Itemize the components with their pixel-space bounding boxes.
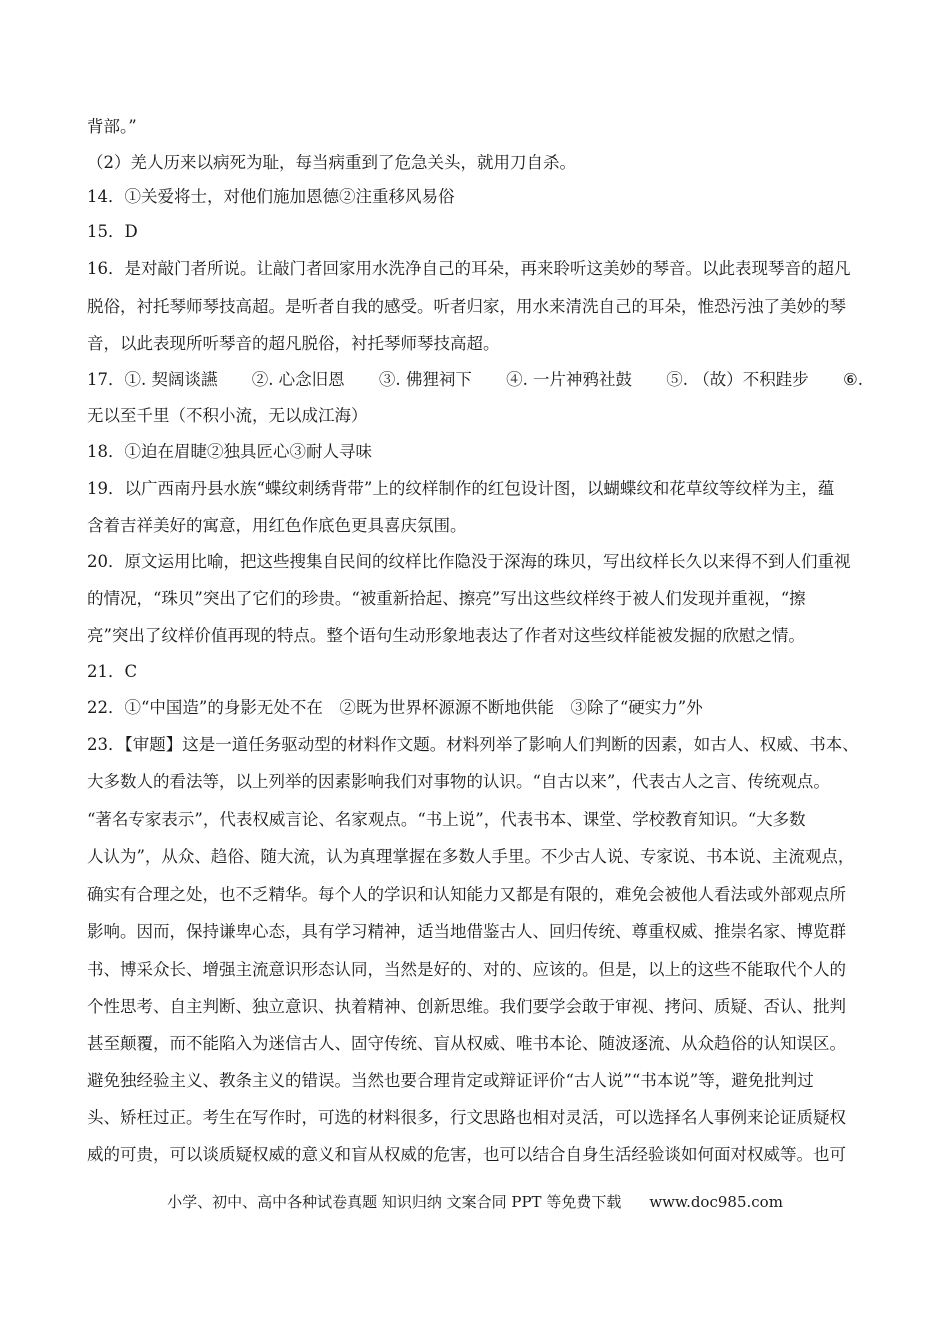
text-line: 避免独经验主义、教条主义的错误。当然也要合理肯定或辩证评价“古人说”“书本说”等，避免批判过 xyxy=(87,1071,814,1090)
text-line: 甚至颠覆，而不能陷入为迷信古人、固守传统、盲从权威、唯书本论、随波逐流、从众趋俗的认知误区。 xyxy=(87,1034,846,1053)
footer-site-link[interactable]: www.doc985.com xyxy=(649,1193,783,1211)
text-line: 确实有合理之处，也不乏精华。每个人的学识和认知能力又都是有限的，难免会被他人看法或外部观点所 xyxy=(87,885,846,904)
text-line: 威的可贵，可以谈质疑权威的意义和盲从权威的危害，也可以结合自身生活经验谈如何面对权威等。也可 xyxy=(87,1145,846,1164)
text-line: 影响。因而，保持谦卑心态，具有学习精神，适当地借鉴古人、回归传统、尊重权威、推崇名家、博览群 xyxy=(87,922,846,941)
answer-17 xyxy=(87,370,863,390)
answer-16: 16．是对敲门者所说。让敲门者回家用水洗净自己的耳朵，再来聆听这美妙的琴音。以此表现琴音的超凡 xyxy=(87,259,851,278)
text-line: 人认为”，从众、趋俗、随大流，认为真理掌握在多数人手里。不少古人说、专家说、书本说、主流观点， xyxy=(87,847,855,866)
answer-17-item-2: ②. 心念旧恩 xyxy=(251,370,345,389)
answer-20: 20．原文运用比喻，把这些搜集自民间的纹样比作隐没于深海的珠贝，写出纹样长久以来得不到人们重视 xyxy=(87,552,851,571)
answer-23: 23．【审题】这是一道任务驱动型的材料作文题。材料列举了影响人们判断的因素，如古人、权威、书本、 xyxy=(87,735,859,754)
answer-22: 22．①“中国造”的身影无处不在 ②既为世界杯源源不断地供能 ③除了“硬实力”外 xyxy=(87,698,703,717)
question-number: 17． xyxy=(87,370,125,389)
text-line: “著名专家表示”，代表权威言论、名家观点。“书上说”，代表书本、课堂、学校教育知识。“大多数 xyxy=(87,810,806,829)
answer-21: 21．C xyxy=(87,662,138,681)
answer-15: 15．D xyxy=(87,222,138,241)
text-line: 音，以此表现所听琴音的超凡脱俗，衬托琴师琴技高超。 xyxy=(87,334,500,353)
text-line: 无以至千里（不积小流，无以成江海） xyxy=(87,406,368,425)
text-line: 书、博采众长、增强主流意识形态认同，当然是好的、对的、应该的。但是，以上的这些不能取代个人的 xyxy=(87,960,846,979)
footer-text: 小学、初中、高中各种试卷真题 知识归纳 文案合同 PPT 等免费下载 xyxy=(167,1193,622,1211)
answer-14: 14．①关爱将士，对他们施加恩德②注重移风易俗 xyxy=(87,187,455,206)
text-line: 含着吉祥美好的寓意，用红色作底色更具喜庆氛围。 xyxy=(87,516,467,535)
text-line: （2）羌人历来以病死为耻，每当病重到了危急关头，就用刀自杀。 xyxy=(87,153,576,172)
answer-19: 19．以广西南丹县水族“蝶纹刺绣背带”上的纹样制作的红包设计图，以蝴蝶纹和花草纹等纹样为主，蕴 xyxy=(87,479,835,498)
answer-17-item-1: ①. 契阔谈讌 xyxy=(124,370,218,389)
text-line: 脱俗，衬托琴师琴技高超。是听者自我的感受。听者归家，用水来清洗自己的耳朵，惟恐污浊了美妙的琴 xyxy=(87,297,846,316)
answer-17-item-3: ③. 佛狸祠下 xyxy=(378,370,472,389)
answer-17-item xyxy=(87,370,218,390)
text-line: 头、矫枉过正。考生在写作时，可选的材料很多，行文思路也相对灵活，可以选择名人事例来论证质疑权 xyxy=(87,1108,846,1127)
text-line: 背部。” xyxy=(87,117,137,136)
page-footer xyxy=(0,1192,950,1212)
text-line: 的情况，“珠贝”突出了它们的珍贵。“被重新拾起、擦亮”写出这些纹样终于被人们发现并重视，“擦 xyxy=(87,589,806,608)
answer-17-item-6: ⑥. xyxy=(842,370,863,389)
text-line: 个性思考、自主判断、独立意识、执着精神、创新思维。我们要学会敢于审视、拷问、质疑、否认、批判 xyxy=(87,997,846,1016)
answer-17-item-4: ④. 一片神鸦社鼓 xyxy=(506,370,633,389)
text-line: 亮”突出了纹样价值再现的特点。整个语句生动形象地表达了作者对这些纹样能被发掘的欣慰之情。 xyxy=(87,626,805,645)
answer-17-item-5: ⑤. （故）不积跬步 xyxy=(666,370,809,389)
answer-18: 18．①迫在眉睫②独具匠心③耐人寻味 xyxy=(87,442,372,461)
text-line: 大多数人的看法等，以上列举的因素影响我们对事物的认识。“自古以来”，代表古人之言、传统观点。 xyxy=(87,772,830,791)
